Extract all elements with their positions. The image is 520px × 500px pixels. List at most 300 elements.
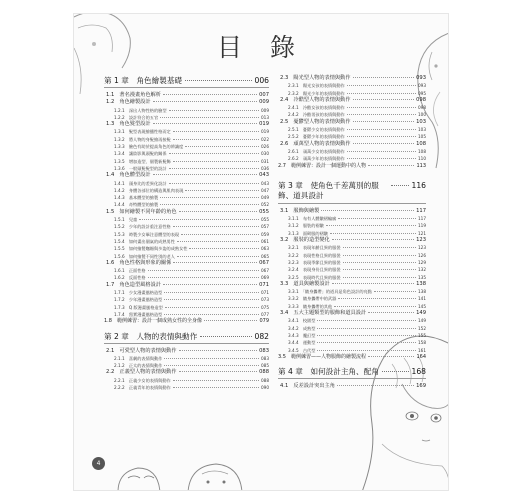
toc-exercise-entry[interactable] [104, 318, 269, 325]
toc-subsection-entry[interactable] [104, 355, 269, 362]
entry-title: 2.6 頑萬型人物的表情與動作 [280, 140, 351, 147]
dot-leader [326, 225, 416, 226]
entry-title: 2.4.2 冷酷男孩的表情與動作 [288, 112, 345, 118]
dot-leader [347, 158, 416, 159]
entry-title: 1.8 範例練習：設計一個成熟女性的全身像 [104, 318, 202, 325]
entry-page: 100 [418, 112, 426, 118]
dot-leader [337, 385, 414, 386]
dot-leader [332, 283, 414, 284]
dot-leader [347, 85, 416, 86]
dot-leader [368, 165, 414, 166]
entry-page: 169 [416, 383, 426, 390]
dot-leader [160, 197, 259, 198]
entry-page: 065 [261, 253, 269, 259]
dot-leader [179, 371, 258, 372]
dot-leader [169, 153, 259, 154]
toc-section-entry[interactable] [278, 119, 426, 126]
entry-page: 079 [259, 318, 269, 325]
dot-leader [163, 94, 257, 95]
entry-page: 043 [259, 172, 269, 179]
dot-leader [343, 255, 416, 256]
dot-leader [200, 336, 251, 337]
entry-page: 152 [418, 325, 426, 331]
toc-subsection-entry[interactable] [104, 180, 269, 187]
entry-title: 1.5.6 如何繪製不同性別的老人 [114, 253, 175, 259]
entry-page: 030 [261, 151, 269, 157]
entry-page: 126 [418, 252, 426, 258]
dot-leader [139, 219, 259, 220]
toc-subsection-entry[interactable] [278, 274, 426, 281]
entry-title: 1.5 如何繪製不同年齡的角色 [106, 208, 177, 215]
toc-subsection-entry[interactable] [278, 252, 426, 259]
toc-column-right [278, 75, 426, 390]
toc-subsection-entry[interactable] [278, 126, 426, 133]
toc-subsection-entry[interactable] [278, 148, 426, 155]
dot-leader [164, 299, 259, 300]
entry-title: 3.3 道具與繪製設計 [280, 280, 330, 287]
toc-list [278, 75, 426, 170]
entry-title: 2.2 正義型人物的表情與動作 [106, 369, 177, 376]
dot-leader [343, 262, 416, 263]
entry-page: 098 [416, 96, 426, 103]
dot-leader [317, 320, 416, 321]
toc-subsection-entry[interactable] [278, 332, 426, 339]
entry-title: 2.2.2 正義青年的表情與動作 [114, 384, 171, 390]
entry-page: 019 [261, 129, 269, 135]
entry-title: 1.3.3 臉色有助於提高角色的辨識度 [114, 144, 184, 150]
dot-leader [185, 80, 251, 81]
chapter-page: 082 [254, 331, 269, 341]
toc-subsection-entry[interactable] [278, 244, 426, 251]
toc-subsection-entry[interactable] [278, 90, 426, 97]
dot-leader [347, 107, 416, 108]
toc-section-entry[interactable] [278, 97, 426, 104]
chapter-heading[interactable] [278, 366, 426, 379]
entry-title: 1.4.3 基本體型的繪製 [114, 195, 159, 201]
entry-title: 2.6.1 頑萬少女的表情與動作 [288, 148, 345, 154]
spacer [278, 170, 426, 180]
toc-section-entry[interactable] [104, 121, 269, 128]
toc-exercise-entry[interactable] [278, 354, 426, 361]
dot-leader [374, 291, 416, 292]
dot-leader [204, 320, 257, 321]
dot-leader [185, 146, 259, 147]
toc-subsection-entry[interactable] [278, 266, 426, 273]
toc-subsection-entry[interactable] [278, 325, 426, 332]
entry-title: 1.3.5 增加造型、個製新髮飾 [114, 158, 171, 164]
entry-page: 090 [261, 384, 269, 390]
entry-title: 2.5.2 憂鬱少年的表情與動作 [288, 134, 345, 140]
entry-title: 2.6.2 頑萬少年的表情與動作 [288, 156, 345, 162]
entry-title: 3.4.2 成熟型 [288, 325, 316, 331]
entry-title: 2.5.1 憂鬱少女的表情與動作 [288, 127, 345, 133]
entry-page: 123 [416, 237, 426, 244]
entry-page: 061 [261, 238, 269, 244]
entry-page: 055 [259, 208, 269, 215]
entry-page: 141 [418, 296, 426, 302]
chapter-heading[interactable] [104, 75, 269, 88]
entry-title: 3.1.3 面砌服的褶皺 [288, 230, 328, 236]
entry-page: 108 [418, 148, 426, 154]
entry-title: 3.5 範例練習——人物服飾的繪製流程 [278, 353, 366, 360]
entry-page: 138 [416, 280, 426, 287]
toc-subsection-entry[interactable] [278, 303, 426, 310]
dot-leader [173, 226, 259, 227]
dot-leader [353, 77, 415, 78]
entry-title: 1.6.1 正面性格 [114, 268, 146, 274]
dot-leader [148, 270, 259, 271]
toc-subsection-entry[interactable] [104, 201, 269, 208]
toc-subsection-entry[interactable] [104, 304, 269, 311]
dot-leader [334, 306, 416, 307]
dot-leader [153, 174, 258, 175]
toc-subsection-entry[interactable] [104, 187, 269, 194]
chapter-page: 006 [254, 76, 269, 85]
entry-title: 1.7.2 少年漫畫風格造型 [114, 297, 163, 303]
toc-section-entry[interactable] [278, 75, 426, 82]
toc-subsection-entry[interactable] [278, 215, 426, 222]
dot-leader [160, 117, 259, 118]
entry-page: 105 [418, 134, 426, 140]
page-title: 目 錄 [217, 33, 305, 62]
dot-leader [173, 262, 257, 263]
entry-page: 083 [259, 347, 269, 354]
dot-leader [179, 350, 258, 351]
toc-section-entry[interactable] [104, 209, 269, 216]
entry-page: 135 [418, 274, 426, 280]
dot-leader [169, 183, 259, 184]
toc-subsection-entry[interactable] [104, 377, 269, 384]
dot-leader [317, 335, 416, 336]
entry-title: 3.4.3 魔幻型 [288, 332, 316, 338]
entry-page: 073 [261, 297, 269, 303]
entry-page: 088 [261, 377, 269, 383]
dot-leader [173, 380, 259, 381]
entry-page: 155 [418, 332, 426, 338]
entry-page: 013 [261, 114, 269, 120]
entry-page: 138 [418, 289, 426, 295]
toc-subsection-entry[interactable] [104, 223, 269, 230]
entry-page: 113 [416, 162, 426, 169]
entry-page: 049 [261, 195, 269, 201]
dot-leader [353, 121, 415, 122]
page-number-badge: 4 [92, 457, 105, 470]
toc-subsection-entry[interactable] [278, 347, 426, 354]
entry-page: 067 [261, 268, 269, 274]
dot-leader [185, 190, 259, 191]
toc-subsection-entry[interactable] [278, 288, 426, 295]
dot-leader [179, 211, 258, 212]
toc-section-entry[interactable] [104, 348, 269, 355]
entry-page: 047 [261, 187, 269, 193]
entry-page: 129 [418, 259, 426, 265]
toc-subsection-entry[interactable] [104, 150, 269, 157]
dot-leader [343, 269, 416, 270]
entry-title: 3.4.5 古代型 [288, 347, 316, 353]
toc-subsection-entry[interactable] [278, 133, 426, 140]
chapter-title: 第 2 章 人物的表情與動作 [104, 331, 198, 341]
entry-title: 3.4.4 運動型 [288, 340, 316, 346]
dot-leader [330, 233, 416, 234]
dot-leader [173, 139, 259, 140]
entry-title: 2.4 冷酷型人物的表情與動作 [280, 96, 351, 103]
toc-section-entry[interactable] [278, 237, 426, 244]
dot-leader [148, 277, 259, 278]
entry-page: 093 [418, 83, 426, 89]
entry-page: 067 [259, 259, 269, 266]
dot-leader [317, 342, 416, 343]
entry-title: 3.4.1 校園型 [288, 318, 316, 324]
toc-section-entry[interactable] [278, 208, 426, 215]
toc-section-entry[interactable] [104, 172, 269, 179]
entry-page: 149 [416, 310, 426, 317]
dot-leader [173, 131, 259, 132]
dot-leader [160, 204, 259, 205]
toc-section-entry[interactable] [278, 383, 426, 390]
entry-title: 2.5 憂鬱型人物的表情與動作 [280, 118, 351, 125]
entry-title: 3.3.1 「隨身攜帶」的道具是角色設計的亮點 [288, 289, 372, 295]
toc-subsection-entry[interactable] [278, 259, 426, 266]
entry-title: 2.3 陽光型人物的表情與動作 [280, 75, 351, 81]
dot-leader [391, 185, 409, 186]
entry-title: 1.3.4 讓陰影與頭髮的關係 [114, 151, 167, 157]
dot-leader [165, 307, 259, 308]
entry-page: 052 [261, 202, 269, 208]
toc-column-left [104, 75, 269, 391]
entry-title: 3.4 五大主題類型的服飾和道具設計 [280, 310, 367, 317]
entry-page: 069 [261, 275, 269, 281]
toc-subsection-entry[interactable] [278, 82, 426, 89]
chapter-heading[interactable] [278, 180, 426, 204]
toc-subsection-entry[interactable] [278, 230, 426, 237]
entry-page: 098 [418, 105, 426, 111]
entry-title: 1.2.1 深出人物性格的臉型 [114, 107, 167, 113]
toc-subsection-entry[interactable] [104, 384, 269, 391]
entry-page: 075 [261, 304, 269, 310]
chapter-page: 116 [411, 180, 426, 190]
entry-page: 149 [418, 318, 426, 324]
entry-title: 1.7.3 Q 版漫畫風格造型 [114, 304, 163, 310]
dot-leader [169, 110, 259, 111]
entry-title: 1.5.4 如何畫出個氣的成熟男性 [114, 238, 175, 244]
dot-leader [169, 168, 259, 169]
toc-exercise-entry[interactable] [278, 163, 426, 170]
entry-title: 1.3.1 髮型表現繪播性格而定 [114, 129, 171, 135]
dot-leader [347, 93, 416, 94]
entry-page: 164 [416, 353, 426, 360]
entry-title: 3.2.3 表現季節且異的服裝 [288, 259, 341, 265]
toc-section-entry[interactable] [278, 141, 426, 148]
dot-leader [317, 350, 416, 351]
toc-subsection-entry[interactable] [104, 296, 269, 303]
dot-leader [164, 358, 259, 359]
dot-leader [317, 328, 416, 329]
toc-subsection-entry[interactable] [278, 339, 426, 346]
toc-subsection-entry[interactable] [104, 267, 269, 274]
dot-leader [173, 387, 259, 388]
entry-title: 3.2.4 表現身份且異的服裝 [288, 267, 341, 273]
entry-title: 1.5.1 兒童 [114, 217, 138, 223]
entry-page: 009 [259, 99, 269, 106]
entry-title: 3.3.3 隨身攜帶的其他 [288, 303, 333, 309]
entry-title: 4.1 反差設計突出主角 [280, 383, 335, 390]
entry-page: 057 [261, 224, 269, 230]
entry-title: 1.5.2 少年的設計重注意性格 [114, 224, 171, 230]
entry-page: 007 [259, 92, 269, 98]
dot-leader [189, 248, 259, 249]
dot-leader [163, 284, 257, 285]
entry-page: 095 [418, 90, 426, 96]
dot-leader [164, 314, 259, 315]
toc-list [278, 383, 426, 390]
dot-leader [181, 234, 259, 235]
entry-page: 088 [259, 369, 269, 376]
toc-subsection-entry[interactable] [104, 107, 269, 114]
entry-title: 1.4 角色體型設計 [106, 172, 151, 179]
entry-title: 1.6.2 反面性格 [114, 275, 146, 281]
chapter-page: 168 [411, 367, 426, 377]
dot-leader [173, 161, 259, 162]
entry-title: 1.2.2 設計符合的五官 [114, 114, 159, 120]
entry-title: 1.5.5 如何繪製嫵媚與多姿的成熟女性 [114, 246, 188, 252]
toc-subsection-entry[interactable] [278, 317, 426, 324]
toc-subsection-entry[interactable] [104, 245, 269, 252]
toc-subsection-entry[interactable] [278, 155, 426, 162]
entry-title: 2.2.1 正義少女的表情與動作 [114, 377, 171, 383]
dot-leader [177, 241, 259, 242]
dot-leader [353, 99, 415, 100]
toc-subsection-entry[interactable] [104, 158, 269, 165]
dot-leader [338, 218, 416, 219]
entry-page: 071 [261, 290, 269, 296]
toc-subsection-entry[interactable] [278, 104, 426, 111]
entry-page: 085 [261, 363, 269, 369]
entry-title: 3.3.2 隨身攜帶中的武器 [288, 296, 337, 302]
entry-title: 3.2 服裝的造型變化 [280, 237, 330, 244]
toc-section-entry[interactable] [104, 260, 269, 267]
toc-subsection-entry[interactable] [278, 111, 426, 118]
entry-page: 031 [261, 158, 269, 164]
toc-subsection-entry[interactable] [104, 274, 269, 281]
chapter-heading[interactable] [104, 331, 269, 344]
entry-page: 103 [418, 127, 426, 133]
toc-subsection-entry[interactable] [104, 216, 269, 223]
entry-title: 2.4.1 冷酷女孩的表情與動作 [288, 105, 345, 111]
entry-title: 3.1.1 布有人體皺褶輪廓 [288, 216, 337, 222]
dot-leader [368, 312, 414, 313]
toc-section-entry[interactable] [278, 281, 426, 288]
entry-title: 2.1.2 正太的表情與動作 [114, 363, 163, 369]
dot-leader [164, 365, 259, 366]
entry-page: 071 [259, 281, 269, 288]
toc-list [278, 208, 426, 361]
entry-page: 059 [261, 231, 269, 237]
toc-subsection-entry[interactable] [104, 289, 269, 296]
entry-title: 2.3.2 陽光少年的表情與動作 [288, 90, 345, 96]
entry-title: 1.2 角色繪製設計 [106, 99, 151, 106]
dot-leader [321, 210, 414, 211]
entry-page: 103 [416, 118, 426, 125]
entry-page: 123 [418, 245, 426, 251]
entry-title: 1.3.2 將人物的身髮繪再接髮 [114, 136, 171, 142]
entry-page: 063 [261, 246, 269, 252]
entry-title: 1.7.4 寫實漫畫風格造型 [114, 311, 163, 317]
entry-title: 1.4.1 頭身比的差異化設計 [114, 180, 167, 186]
entry-title: 1.6 角色性格與形象的關係 [106, 259, 172, 266]
toc-subsection-entry[interactable] [104, 128, 269, 135]
entry-title: 1.4.4 奇特體型的繪製 [114, 202, 159, 208]
entry-title: 3.2.2 表現性格且異的服裝 [288, 252, 341, 258]
entry-title: 1.4.2 身體各部位的構造與肌肉表現 [114, 187, 184, 193]
dot-leader [347, 129, 416, 130]
entry-title: 2.7 範例練習：設計一個運動中的人物 [278, 162, 366, 169]
dot-leader [153, 101, 258, 102]
entry-page: 022 [261, 136, 269, 142]
dot-leader [347, 136, 416, 137]
entry-title: 2.1 可愛型人物的表情與動作 [106, 347, 177, 354]
entry-title: 1.7.1 少女漫畫風格造型 [114, 290, 163, 296]
toc-section-entry[interactable] [104, 282, 269, 289]
dot-leader [382, 371, 409, 372]
toc-list [104, 92, 269, 326]
entry-page: 077 [261, 311, 269, 317]
entry-title: 1.3 角色髮型設計 [106, 121, 151, 128]
entry-page: 121 [418, 230, 426, 236]
entry-page: 108 [416, 140, 426, 147]
entry-page: 093 [416, 75, 426, 81]
entry-page: 145 [418, 303, 426, 309]
sketch-characters-bottom [98, 452, 248, 490]
entry-title: 2.1.1 喜劇的表情與動作 [114, 355, 163, 361]
toc-section-entry[interactable] [104, 99, 269, 106]
toc-subsection-entry[interactable] [104, 231, 269, 238]
entry-title: 1.1 著名漫畫角色解析 [106, 92, 161, 98]
entry-page: 132 [418, 267, 426, 273]
dot-leader [338, 298, 416, 299]
entry-title: 1.3.6 一般頭髮髮型的設計 [114, 165, 167, 171]
toc-subsection-entry[interactable] [104, 253, 269, 260]
entry-page: 117 [416, 207, 426, 214]
entry-page: 043 [261, 180, 269, 186]
toc-subsection-entry[interactable] [104, 238, 269, 245]
dot-leader [343, 247, 416, 248]
toc-section-entry[interactable] [278, 310, 426, 317]
toc-list [104, 348, 269, 392]
entry-page: 117 [418, 216, 426, 222]
dot-leader [368, 356, 414, 357]
toc-subsection-entry[interactable] [104, 136, 269, 143]
entry-page: 036 [261, 165, 269, 171]
entry-title: 3.1 服飾與繪製 [280, 207, 320, 214]
toc-subsection-entry[interactable] [104, 143, 269, 150]
entry-page: 119 [418, 223, 426, 229]
entry-page: 055 [261, 217, 269, 223]
toc-subsection-entry[interactable] [278, 222, 426, 229]
dot-leader [343, 277, 416, 278]
dot-leader [353, 143, 415, 144]
entry-page: 009 [261, 107, 269, 113]
toc-subsection-entry[interactable] [278, 295, 426, 302]
entry-title: 1.5.3 時製少女畢注意體型的表現 [114, 231, 180, 237]
entry-page: 019 [259, 121, 269, 128]
chapter-title: 第 3 章 使角色千差萬別的服飾、道具設計 [278, 180, 379, 200]
entry-page: 026 [261, 144, 269, 150]
dot-leader [177, 256, 259, 257]
toc-subsection-entry[interactable] [104, 194, 269, 201]
dot-leader [153, 123, 258, 124]
entry-page: 158 [418, 340, 426, 346]
toc-section-entry[interactable] [104, 369, 269, 376]
